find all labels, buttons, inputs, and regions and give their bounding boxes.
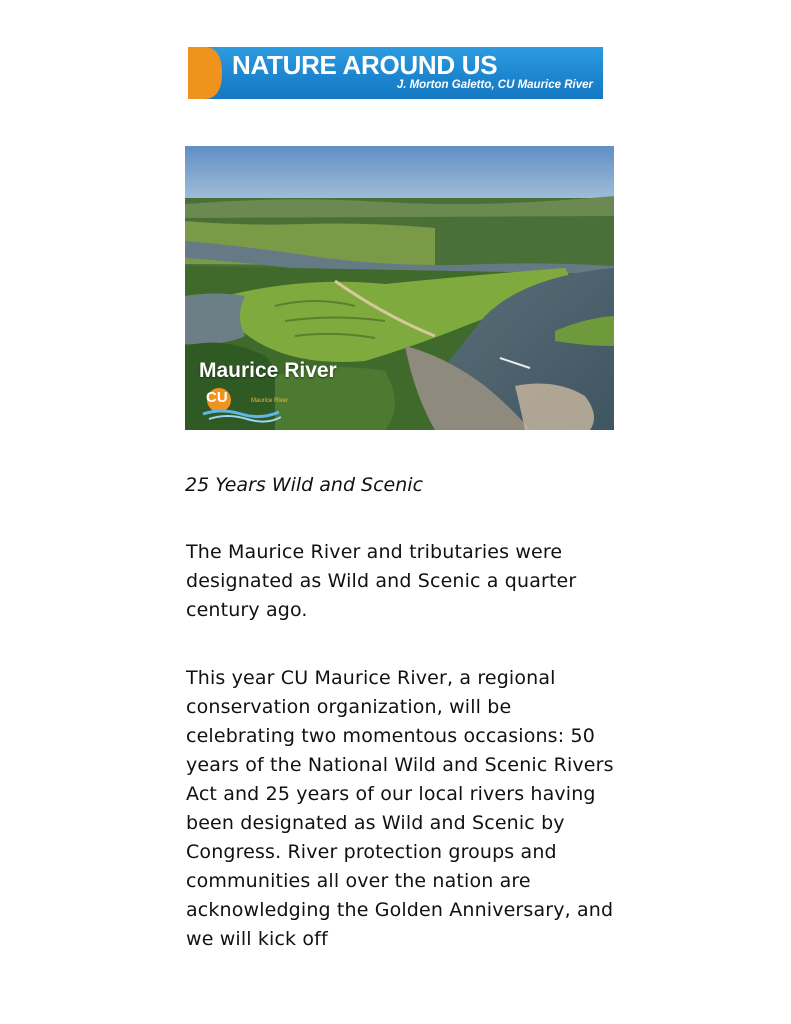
article-subtitle: 25 Years Wild and Scenic: [185, 474, 424, 496]
cu-logo-small-text: Maurice River: [251, 398, 289, 404]
banner-byline: J. Morton Galetto, CU Maurice River: [396, 79, 593, 91]
header-banner: [188, 47, 603, 99]
article-paragraph-1: The Maurice River and tributaries were designated as Wild and Scenic a quarter century ago.: [186, 541, 577, 621]
photo-caption: Maurice River: [199, 359, 337, 382]
banner-orange-tab: [188, 47, 222, 99]
banner-title: NATURE AROUND US: [232, 50, 498, 80]
river-aerial-photo: [185, 146, 614, 430]
cu-logo: [201, 386, 289, 426]
article-paragraph-2: This year CU Maurice River, a regional conservation organization, will be celebrating two momentous occasions: 50 years of the National Wild and Scenic Rivers Act and 25 years of our local rivers having been designated as Wild and Scenic by Congress. River protection groups and communities all over the nation are acknowledging the Golden Anniversary, and we will kick off: [186, 667, 614, 950]
cu-logo-text: CU: [206, 389, 228, 406]
